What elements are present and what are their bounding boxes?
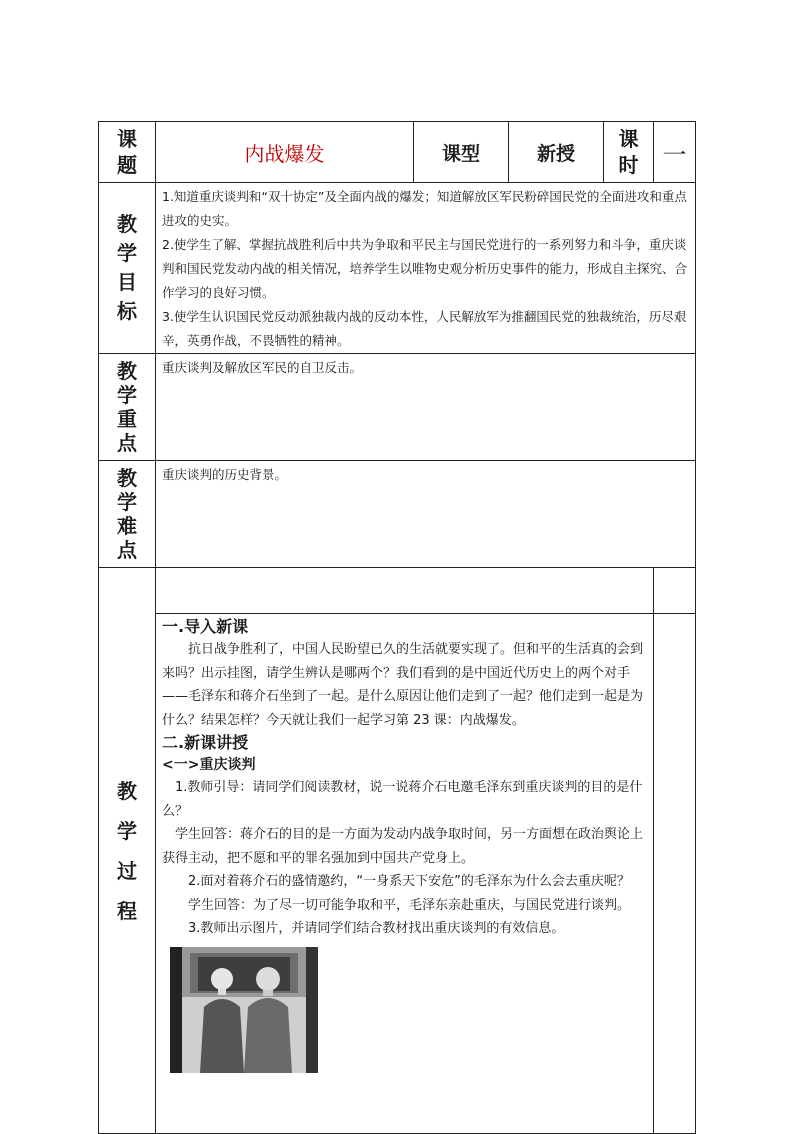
photo-illustration [170,947,318,1073]
header-row [99,122,696,183]
goals-row [99,183,696,354]
intro-paragraph: 抗日战争胜利了，中国人民盼望已久的生活就要实现了。但和平的生活真的会到来吗？出示挂图，请学生辨认是哪两个？我们看到的是中国近代历史上的两个对手——毛泽东和蒋介石坐到了一起。是什么原因让他们走到了一起？他们走到一起是为什么？结果怎样？今天就让我们一起学习第 23 课：内战爆发。 [162,642,644,728]
section-heading: 二.新课讲授 [162,733,249,752]
topic-label: 课 题 [99,122,156,183]
key-points-label: 教 学 重 点 [99,354,156,461]
answer-1: 学生回答：蒋介石的目的是一方面为发动内战争取时间，另一方面想在政治舆论上获得主动，把不愿和平的罪名强加到中国共产党身上。 [162,827,644,866]
type-value: 新授 [509,122,604,183]
hours-value: 一 [654,122,696,183]
answer-2: 学生回答：为了尽一切可能争取和平，毛泽东亲赴重庆，与国民党进行谈判。 [188,897,631,913]
difficulties-text: 重庆谈判的历史背景。 [156,461,696,568]
key-points-row [99,354,696,461]
process-row [99,614,696,1134]
type-label: 课型 [414,122,509,183]
process-blank-cell [156,568,654,614]
process-header-row [99,568,696,614]
question-1: 1.教师引导：请同学们阅读教材，说一说蒋介石电邀毛泽东到重庆谈判的目的是什么？ [162,780,643,819]
process-notes-column [654,614,696,1134]
difficulties-row [99,461,696,568]
lesson-plan-table [98,121,696,1134]
subsection-heading: <一>重庆谈判 [162,757,256,773]
difficulties-label: 教 学 难 点 [99,461,156,568]
question-3: 3.教师出示图片，并请同学们结合教材找出重庆谈判的有效信息。 [188,921,565,936]
section-heading: 一.导入新课 [162,617,249,636]
process-label: 教 学 过 程 [99,568,156,1134]
process-notes-blank [654,568,696,614]
key-points-text: 重庆谈判及解放区军民的自卫反击。 [156,354,696,461]
goals-label: 教 学 目 标 [99,183,156,354]
lesson-title: 内战爆发 [156,122,414,183]
process-content [156,614,654,1134]
goal-item: 2.使学生了解、掌握抗战胜利后中共为争取和平民主与国民党进行的一系列努力和斗争，重庆谈判和国民党发动内战的相关情况，培养学生以唯物史观分析历史事件的能力，形成自主探究、合作学习的良好习惯。 [162,237,688,300]
historical-photo [170,947,318,1073]
hours-label: 课 时 [604,122,654,183]
goal-item: 3.使学生认识国民党反动派独裁内战的反动本性，人民解放军为推翻国民党的独裁统治，历尽艰辛，英勇作战，不畏牺牲的精神。 [162,309,687,348]
goals-content [156,183,696,354]
goal-item: 1.知道重庆谈判和“双十协定”及全面内战的爆发；知道解放区军民粉碎国民党的全面进攻和重点进攻的史实。 [162,189,687,228]
question-2: 2.面对着蒋介石的盛情邀约，“一身系天下安危”的毛泽东为什么会去重庆呢？ [188,874,630,889]
